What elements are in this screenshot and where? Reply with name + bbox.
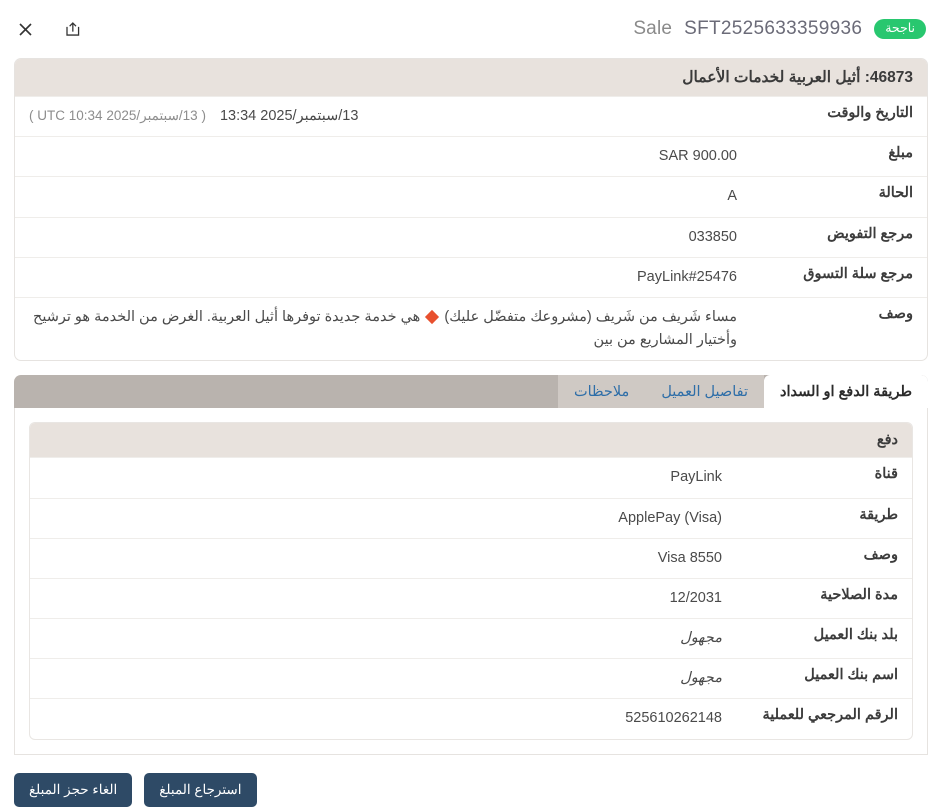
row-value: 525610262148 [625,710,722,727]
table-row [30,578,912,618]
sale-label: Sale [633,18,673,39]
table-row [15,176,927,216]
payment-card [29,422,913,739]
row-value: 033850 [688,228,737,245]
table-row [15,96,927,136]
void-amount-button[interactable]: الغاء حجز المبلغ [14,773,132,807]
row-label: وصف [863,546,898,563]
row-label: مدة الصلاحية [820,586,898,603]
table-row [15,217,927,257]
table-row [15,136,927,176]
row-value [15,298,751,360]
row-label: قناة [874,466,898,483]
description-text-part1: مساء شَريف من شَريف (مشروعك متفضّل عليك) [444,308,737,325]
payment-card-header: دفع [30,423,912,457]
row-value: PayLink [670,469,722,486]
row-label: مبلغ [888,145,913,162]
table-row [15,257,927,297]
row-label: وصف [878,305,913,322]
top-bar [0,0,942,58]
tab-payment-method[interactable]: طريقة الدفع او السداد [764,375,928,408]
table-row [30,538,912,578]
sale-id: SFT2525633359936 [684,18,863,39]
datetime-utc: ( 13/سبتمبر/2025 10:34 UTC ) [29,108,206,123]
datetime-local: 13/سبتمبر/2025 13:34 [219,108,359,124]
row-value: SAR 900.00 [658,148,737,165]
footer-actions [0,755,942,807]
status-badge: ناجحة [874,19,926,39]
row-label: التاريخ والوقت [827,105,913,121]
tabs-section [14,375,928,754]
table-row [30,498,912,538]
table-row [30,618,912,658]
row-value: A [727,188,737,205]
row-value: ApplePay (Visa) [618,509,722,526]
table-row [30,698,912,738]
table-row [30,658,912,698]
tab-panel-payment-method [14,408,928,754]
top-bar-title-group [633,18,926,40]
tab-bar [14,375,928,408]
row-value [15,97,751,136]
share-icon[interactable] [58,14,88,44]
summary-card-header: 46873: أثيل العربية لخدمات الأعمال [15,59,927,96]
row-value: مجهول [680,630,722,647]
tab-customer-details[interactable]: تفاصيل العميل [645,375,764,408]
row-label: الرقم المرجعي للعملية [762,707,898,724]
row-label: اسم بنك العميل [804,667,898,684]
table-row-description [15,297,927,360]
row-label: طريقة [859,506,898,523]
row-value: مجهول [680,670,722,687]
refund-amount-button[interactable]: استرجاع المبلغ [144,773,256,807]
row-value: Visa 8550 [657,549,722,566]
row-label: بلد بنك العميل [813,627,898,644]
row-label: مرجع التفويض [827,225,913,242]
close-icon[interactable] [10,14,40,44]
description-text-part2: هي خدمة جديدة توفرها أثيل العربية. الغرض من الخدمة هو ترشيح وأختيار المشاريع من بين [32,308,737,349]
row-value: PayLink#25476 [637,268,737,285]
summary-card [14,58,928,361]
tab-notes[interactable]: ملاحظات [558,375,645,408]
row-label: مرجع سلة التسوق [803,265,913,282]
table-row [30,457,912,497]
row-value: 12/2031 [669,589,722,606]
top-bar-actions [10,14,88,44]
row-label: الحالة [878,185,913,202]
diamond-icon [425,310,439,324]
